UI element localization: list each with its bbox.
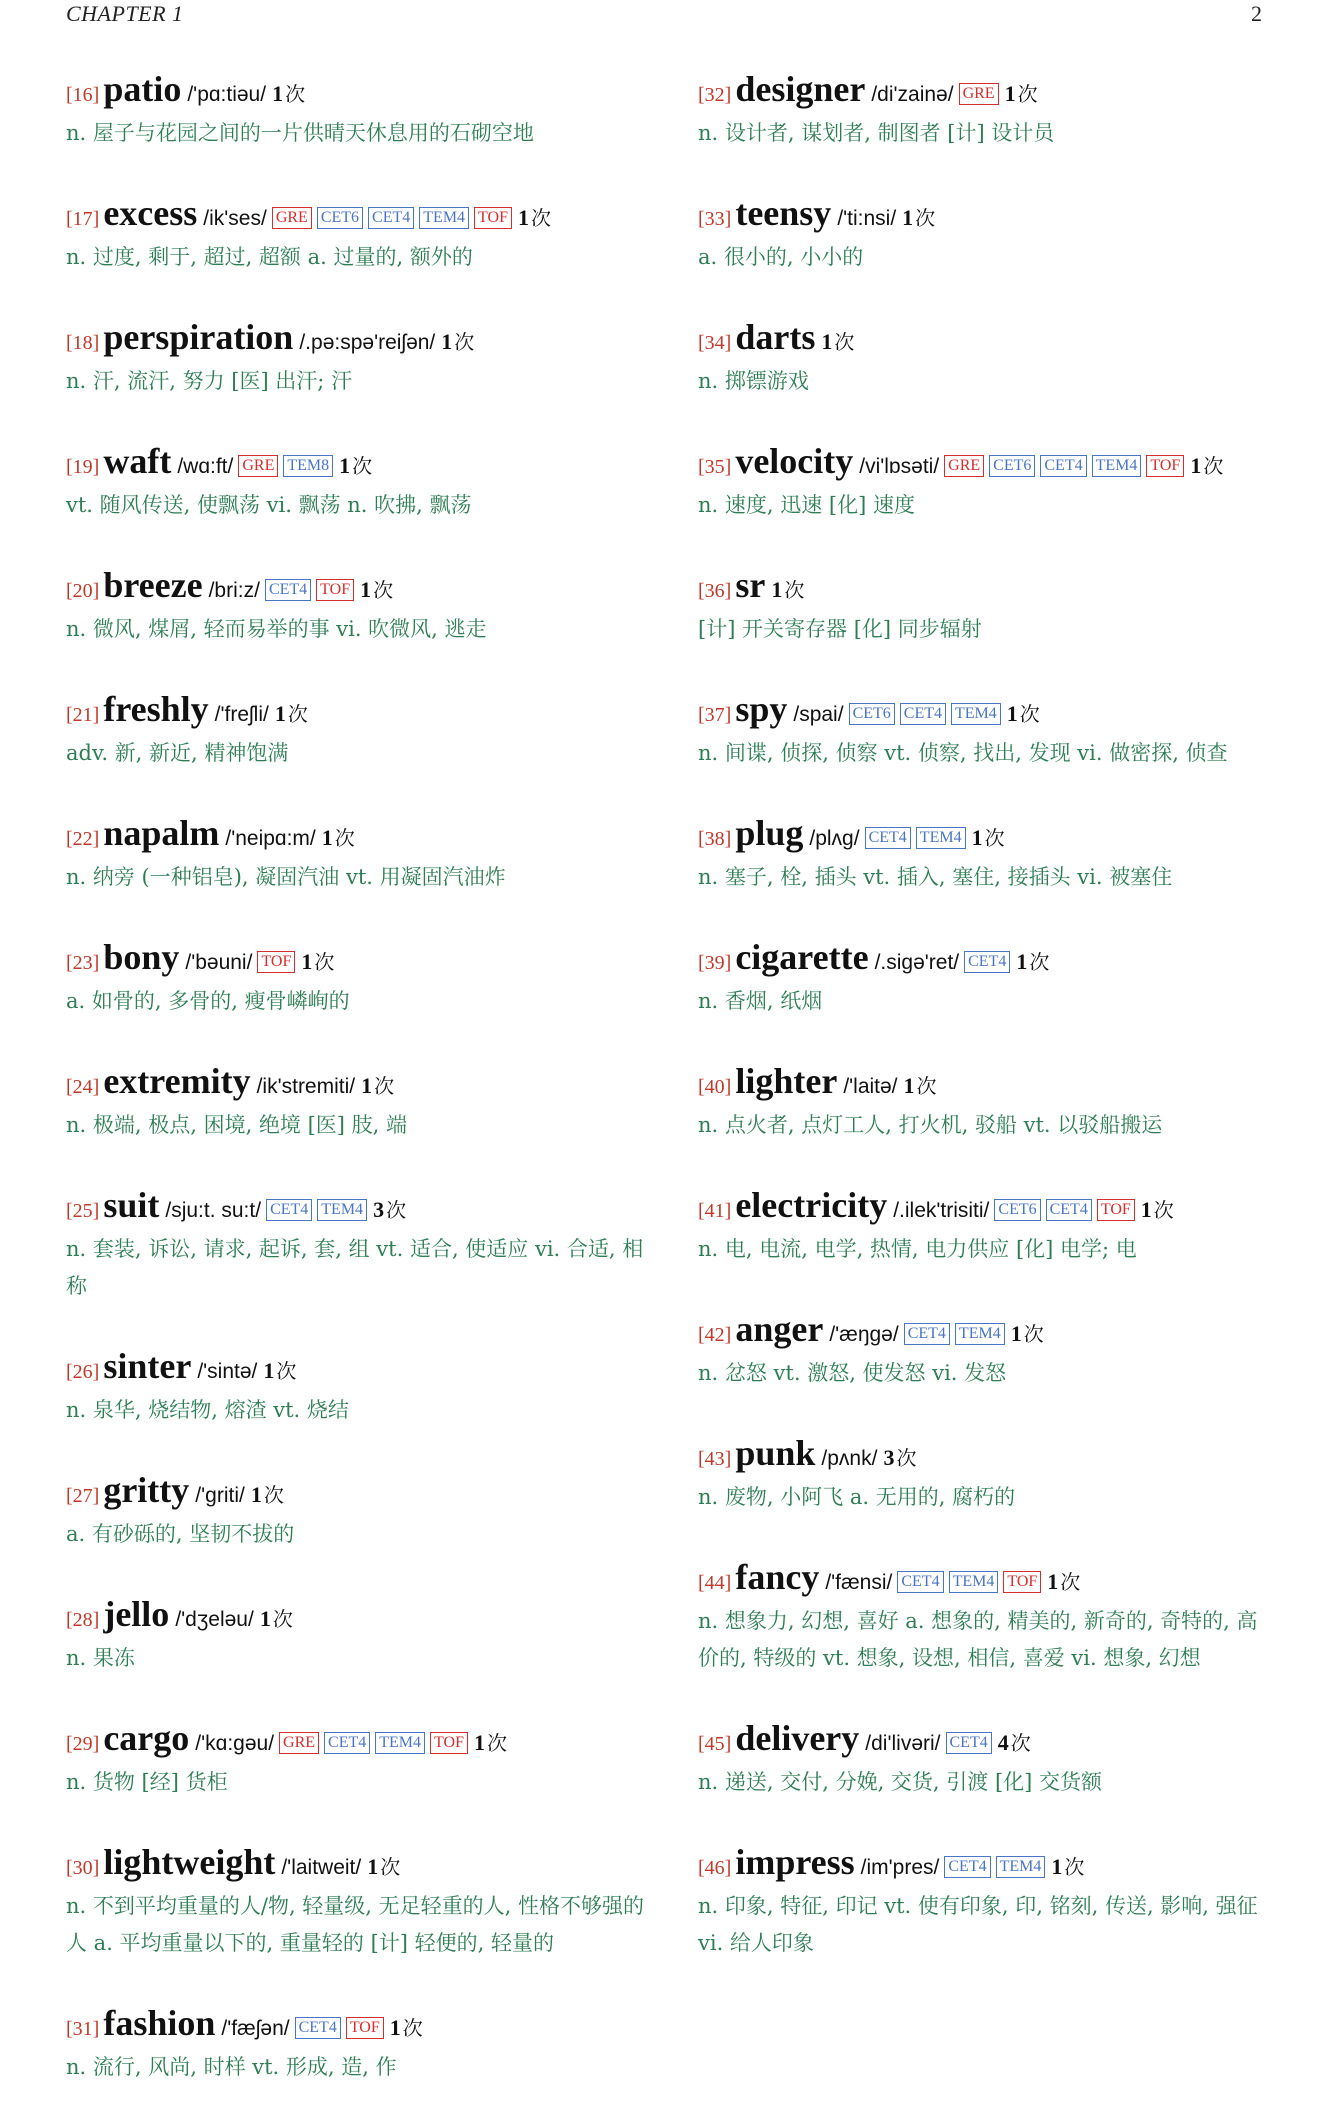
entry-word: punk	[735, 1433, 816, 1473]
entry-number: [41]	[698, 1200, 732, 1222]
vocab-entry	[66, 70, 646, 152]
exam-tag: TOF	[316, 579, 354, 601]
entry-number: [16]	[66, 84, 100, 106]
entry-number: [32]	[698, 84, 732, 106]
count-unit: 次	[834, 330, 855, 354]
occurrence-count: 1	[250, 1482, 262, 1507]
vocab-entry	[698, 1719, 1268, 1801]
vocab-entry	[698, 1558, 1268, 1677]
entry-phonetic: /sju:t. su:t/	[165, 1199, 262, 1222]
exam-tag: TEM4	[375, 1732, 425, 1754]
entry-number: [23]	[66, 952, 100, 974]
vocab-entry	[66, 318, 646, 400]
entry-number: [19]	[66, 456, 100, 478]
entry-number: [20]	[66, 580, 100, 602]
exam-tag: TEM4	[949, 1571, 999, 1593]
entry-definition: n. 掷镖游戏	[698, 369, 809, 393]
entry-word: darts	[735, 317, 816, 357]
entry-word: cargo	[103, 1718, 190, 1758]
page-number: 2	[1251, 1, 1262, 26]
entry-phonetic: /'freʃli/	[214, 703, 269, 726]
occurrence-count: 3	[883, 1445, 895, 1470]
vocab-entry	[698, 938, 1268, 1020]
count-unit: 次	[1019, 702, 1040, 726]
entry-number: [30]	[66, 1857, 100, 1879]
entry-word: delivery	[735, 1718, 860, 1758]
entry-number: [38]	[698, 828, 732, 850]
exam-tag: TEM4	[996, 1856, 1046, 1878]
exam-tag: CET4	[865, 827, 911, 849]
page-header	[66, 0, 1262, 28]
entry-definition: n. 塞子, 栓, 插头 vt. 插入, 塞住, 接插头 vi. 被塞住	[698, 865, 1173, 889]
entry-number: [35]	[698, 456, 732, 478]
entry-word: electricity	[735, 1185, 888, 1225]
entry-word: freshly	[103, 689, 209, 729]
entry-headline	[698, 194, 1268, 239]
entry-headline	[66, 442, 646, 487]
entry-word: suit	[103, 1185, 160, 1225]
entry-word: breeze	[103, 565, 203, 605]
entry-word: napalm	[103, 813, 220, 853]
entry-number: [25]	[66, 1200, 100, 1222]
occurrence-count: 1	[339, 453, 351, 478]
count-unit: 次	[373, 578, 394, 602]
count-unit: 次	[352, 454, 373, 478]
count-unit: 次	[1023, 1322, 1044, 1346]
exam-tag: CET4	[897, 1571, 943, 1593]
vocab-entry	[698, 70, 1268, 152]
entry-definition: n. 忿怒 vt. 激怒, 使发怒 vi. 发怒	[698, 1361, 1007, 1385]
entry-definition: n. 屋子与花园之间的一片供晴天休息用的石砌空地	[66, 121, 534, 145]
entry-headline	[698, 1434, 1268, 1479]
occurrence-count: 1	[1016, 949, 1028, 974]
count-unit: 次	[915, 206, 936, 230]
count-unit: 次	[1010, 1731, 1031, 1755]
entry-definition: n. 流行, 风尚, 时样 vt. 形成, 造, 作	[66, 2055, 397, 2079]
entry-headline	[66, 70, 646, 115]
entry-definition: n. 不到平均重量的人/物, 轻量级, 无足轻重的人, 性格不够强的人 a. 平均重量以下的, 重量轻的 [计] 轻便的, 轻量的	[66, 1894, 645, 1955]
entry-definition: n. 递送, 交付, 分娩, 交货, 引渡 [化] 交货额	[698, 1770, 1103, 1794]
exam-tag: TEM4	[916, 827, 966, 849]
occurrence-count: 1	[1190, 453, 1202, 478]
entry-headline	[66, 690, 646, 735]
entry-headline	[698, 938, 1268, 983]
entry-word: teensy	[735, 193, 832, 233]
entry-definition: n. 货物 [经] 货柜	[66, 1770, 228, 1794]
entry-number: [34]	[698, 332, 732, 354]
vocab-entry	[698, 1310, 1268, 1392]
entry-definition: n. 纳旁 (一种铝皂), 凝固汽油 vt. 用凝固汽油炸	[66, 865, 506, 889]
entry-word: cigarette	[735, 937, 869, 977]
entry-phonetic: /bri:z/	[208, 579, 260, 602]
entry-phonetic: /'laitə/	[843, 1075, 898, 1098]
entry-phonetic: /'neipɑ:m/	[225, 827, 316, 850]
entry-definition: n. 套装, 诉讼, 请求, 起诉, 套, 组 vt. 适合, 使适应 vi. 合适, 相称	[66, 1237, 644, 1298]
entry-number: [39]	[698, 952, 732, 974]
exam-tag: CET6	[989, 455, 1035, 477]
exam-tag: TEM4	[951, 703, 1001, 725]
exam-tag: CET4	[295, 2017, 341, 2039]
entry-phonetic: /'fænsi/	[825, 1571, 893, 1594]
entry-definition: n. 微风, 煤屑, 轻而易举的事 vi. 吹微风, 逃走	[66, 617, 487, 641]
vocab-entry	[66, 938, 646, 1020]
entry-headline	[698, 442, 1268, 487]
vocab-entry	[698, 318, 1268, 400]
entry-word: impress	[735, 1842, 855, 1882]
occurrence-count: 1	[360, 577, 372, 602]
entry-headline	[66, 1471, 646, 1516]
entry-word: spy	[735, 689, 788, 729]
occurrence-count: 1	[274, 701, 286, 726]
count-unit: 次	[402, 2016, 423, 2040]
entry-phonetic: /pʌnk/	[821, 1447, 878, 1470]
entry-headline	[66, 938, 646, 983]
entry-phonetic: /ik'ses/	[203, 207, 267, 230]
entry-definition: n. 电, 电流, 电学, 热情, 电力供应 [化] 电学; 电	[698, 1237, 1137, 1261]
entry-headline	[698, 1186, 1268, 1231]
exam-tag: CET4	[265, 579, 311, 601]
occurrence-count: 1	[821, 329, 833, 354]
entry-headline	[66, 1595, 646, 1640]
vocab-entry	[66, 2004, 646, 2086]
entry-headline	[66, 814, 646, 859]
vocab-entry	[698, 1843, 1268, 1962]
exam-tag: CET6	[317, 207, 363, 229]
count-unit: 次	[334, 826, 355, 850]
entry-definition: n. 泉华, 烧结物, 熔渣 vt. 烧结	[66, 1398, 349, 1422]
entry-definition: a. 有砂砾的, 坚韧不拔的	[66, 1522, 295, 1546]
vocab-entry	[698, 690, 1268, 772]
entry-number: [37]	[698, 704, 732, 726]
count-unit: 次	[896, 1446, 917, 1470]
entry-number: [17]	[66, 208, 100, 230]
exam-tag: GRE	[959, 83, 999, 105]
count-unit: 次	[386, 1198, 407, 1222]
entry-phonetic: /.pə:spə'reiʃən/	[299, 331, 436, 354]
count-unit: 次	[1060, 1570, 1081, 1594]
occurrence-count: 1	[771, 577, 783, 602]
entry-phonetic: /'kɑ:gəu/	[195, 1732, 275, 1755]
entry-number: [31]	[66, 2018, 100, 2040]
vocab-entry	[66, 1186, 646, 1305]
exam-tag: CET4	[944, 1856, 990, 1878]
entry-definition: n. 香烟, 纸烟	[698, 989, 823, 1013]
exam-tag: GRE	[272, 207, 312, 229]
entry-headline	[698, 566, 1268, 611]
vocab-entry	[698, 566, 1268, 648]
entry-headline	[66, 1186, 646, 1231]
left-column	[66, 70, 646, 2128]
entry-number: [44]	[698, 1572, 732, 1594]
exam-tag: TOF	[430, 1732, 468, 1754]
exam-tag: CET4	[266, 1199, 312, 1221]
entry-number: [21]	[66, 704, 100, 726]
entry-phonetic: /plʌg/	[809, 827, 860, 850]
entry-phonetic: /di'livəri/	[865, 1732, 941, 1755]
entry-word: sr	[735, 565, 766, 605]
occurrence-count: 1	[361, 1073, 373, 1098]
entry-word: jello	[103, 1594, 170, 1634]
occurrence-count: 1	[321, 825, 333, 850]
entry-phonetic: /'ti:nsi/	[837, 207, 897, 230]
entry-number: [40]	[698, 1076, 732, 1098]
count-unit: 次	[263, 1483, 284, 1507]
entry-phonetic: /.sigə'ret/	[874, 951, 960, 974]
occurrence-count: 1	[903, 1073, 915, 1098]
entry-phonetic: /'fæʃən/	[221, 2017, 290, 2040]
entry-headline	[66, 1843, 646, 1888]
entry-number: [36]	[698, 580, 732, 602]
entry-number: [28]	[66, 1609, 100, 1631]
entry-definition: n. 点火者, 点灯工人, 打火机, 驳船 vt. 以驳船搬运	[698, 1113, 1163, 1137]
chapter-title: CHAPTER 1	[66, 1, 184, 26]
exam-tag: TEM4	[955, 1323, 1005, 1345]
count-unit: 次	[486, 1731, 507, 1755]
entry-number: [46]	[698, 1857, 732, 1879]
count-unit: 次	[276, 1359, 297, 1383]
entry-phonetic: /'æŋgə/	[829, 1323, 899, 1346]
entry-definition: n. 想象力, 幻想, 喜好 a. 想象的, 精美的, 新奇的, 奇特的, 高价的, 特级的 vt. 想象, 设想, 相信, 喜爱 vi. 想象, 幻想	[698, 1609, 1258, 1670]
entry-word: gritty	[103, 1470, 190, 1510]
entry-phonetic: /'dʒeləu/	[175, 1608, 254, 1631]
entry-definition: n. 印象, 特征, 印记 vt. 使有印象, 印, 铭刻, 传送, 影响, 强征 vi. 给人印象	[698, 1894, 1258, 1955]
vocab-entry	[66, 690, 646, 772]
vocab-entry	[66, 1719, 646, 1801]
count-unit: 次	[272, 1607, 293, 1631]
exam-tag: TEM4	[419, 207, 469, 229]
occurrence-count: 1	[971, 825, 983, 850]
entry-headline	[698, 1843, 1268, 1888]
entry-definition: vt. 随风传送, 使飘荡 vi. 飘荡 n. 吹拂, 飘荡	[66, 493, 472, 517]
exam-tag: CET4	[368, 207, 414, 229]
entry-definition: n. 间谍, 侦探, 侦察 vt. 侦察, 找出, 发现 vi. 做密探, 侦查	[698, 741, 1228, 765]
entry-phonetic: /di'zainə/	[871, 83, 954, 106]
count-unit: 次	[784, 578, 805, 602]
count-unit: 次	[1017, 82, 1038, 106]
entry-word: lightweight	[103, 1842, 276, 1882]
exam-tag: CET4	[1040, 455, 1086, 477]
count-unit: 次	[1203, 454, 1224, 478]
entry-word: anger	[735, 1309, 824, 1349]
exam-tag: GRE	[944, 455, 984, 477]
entry-definition: n. 过度, 剩于, 超过, 超额 a. 过量的, 额外的	[66, 245, 473, 269]
entry-number: [42]	[698, 1324, 732, 1346]
entry-number: [24]	[66, 1076, 100, 1098]
occurrence-count: 1	[1004, 81, 1016, 106]
exam-tag: GRE	[279, 1732, 319, 1754]
entry-phonetic: /.ilek'trisiti/	[893, 1199, 990, 1222]
occurrence-count: 1	[473, 1730, 485, 1755]
entry-phonetic: /ik'stremiti/	[256, 1075, 356, 1098]
entry-word: bony	[103, 937, 180, 977]
entry-phonetic: /'sintə/	[197, 1360, 258, 1383]
entry-phonetic: /im'pres/	[860, 1856, 940, 1879]
entry-definition: n. 汗, 流汗, 努力 [医] 出汗; 汗	[66, 369, 353, 393]
exam-tag: TOF	[257, 951, 295, 973]
vocab-entry	[698, 814, 1268, 896]
entry-headline	[66, 2004, 646, 2049]
entry-phonetic: /wɑ:ft/	[177, 455, 234, 478]
entry-word: designer	[735, 69, 866, 109]
entry-definition: n. 设计者, 谋划者, 制图者 [计] 设计员	[698, 121, 1055, 145]
exam-tag: CET4	[964, 951, 1010, 973]
entry-headline	[66, 1062, 646, 1107]
exam-tag: TOF	[346, 2017, 384, 2039]
vocab-entry	[66, 1471, 646, 1553]
entry-number: [22]	[66, 828, 100, 850]
entry-headline	[698, 70, 1268, 115]
occurrence-count: 1	[259, 1606, 271, 1631]
entry-phonetic: /'griti/	[195, 1484, 245, 1507]
entry-phonetic: /'bəuni/	[185, 951, 253, 974]
vocab-entry	[66, 442, 646, 524]
entry-word: plug	[735, 813, 804, 853]
occurrence-count: 1	[1140, 1197, 1152, 1222]
exam-tag: GRE	[238, 455, 278, 477]
entry-number: [33]	[698, 208, 732, 230]
occurrence-count: 3	[373, 1197, 385, 1222]
entry-word: perspiration	[103, 317, 294, 357]
count-unit: 次	[374, 1074, 395, 1098]
entry-number: [27]	[66, 1485, 100, 1507]
entry-number: [43]	[698, 1448, 732, 1470]
entry-definition: n. 速度, 迅速 [化] 速度	[698, 493, 915, 517]
entry-number: [29]	[66, 1733, 100, 1755]
entry-word: lighter	[735, 1061, 838, 1101]
occurrence-count: 1	[1010, 1321, 1022, 1346]
count-unit: 次	[380, 1855, 401, 1879]
count-unit: 次	[1064, 1855, 1085, 1879]
occurrence-count: 1	[367, 1854, 379, 1879]
exam-tag: CET4	[324, 1732, 370, 1754]
entry-definition: adv. 新, 新近, 精神饱满	[66, 741, 289, 765]
count-unit: 次	[1029, 950, 1050, 974]
vocab-entry	[698, 442, 1268, 524]
entry-definition: a. 很小的, 小小的	[698, 245, 864, 269]
vocab-entry	[66, 566, 646, 648]
entry-headline	[698, 318, 1268, 363]
entry-word: fancy	[735, 1557, 820, 1597]
entry-word: fashion	[103, 2003, 216, 2043]
entry-phonetic: /vi'lɒsəti/	[859, 455, 940, 478]
exam-tag: TOF	[1146, 455, 1184, 477]
count-unit: 次	[530, 206, 551, 230]
occurrence-count: 1	[263, 1358, 275, 1383]
entry-headline	[698, 1310, 1268, 1355]
vocab-entry	[698, 194, 1268, 276]
vocab-entry	[66, 194, 646, 276]
entry-headline	[66, 194, 646, 239]
exam-tag: TEM4	[1092, 455, 1142, 477]
entry-word: velocity	[735, 441, 854, 481]
occurrence-count: 1	[1051, 1854, 1063, 1879]
entry-number: [26]	[66, 1361, 100, 1383]
exam-tag: CET6	[849, 703, 895, 725]
count-unit: 次	[454, 330, 475, 354]
entry-definition: n. 极端, 极点, 困境, 绝境 [医] 肢, 端	[66, 1113, 408, 1137]
count-unit: 次	[984, 826, 1005, 850]
count-unit: 次	[916, 1074, 937, 1098]
entry-headline	[66, 1719, 646, 1764]
entry-definition: a. 如骨的, 多骨的, 瘦骨嶙峋的	[66, 989, 350, 1013]
exam-tag: TEM4	[317, 1199, 367, 1221]
entry-number: [18]	[66, 332, 100, 354]
vocab-entry	[66, 1347, 646, 1429]
count-unit: 次	[285, 82, 306, 106]
vocab-entry	[698, 1062, 1268, 1144]
entry-number: [45]	[698, 1733, 732, 1755]
count-unit: 次	[314, 950, 335, 974]
entry-word: sinter	[103, 1346, 192, 1386]
entry-headline	[698, 1062, 1268, 1107]
entry-headline	[66, 318, 646, 363]
occurrence-count: 1	[1006, 701, 1018, 726]
entry-word: excess	[103, 193, 198, 233]
count-unit: 次	[287, 702, 308, 726]
entry-headline	[66, 566, 646, 611]
entry-word: patio	[103, 69, 182, 109]
occurrence-count: 1	[389, 2015, 401, 2040]
entry-phonetic: /spai/	[793, 703, 844, 726]
entry-word: waft	[103, 441, 172, 481]
vocab-entry	[66, 814, 646, 896]
exam-tag: TOF	[1003, 1571, 1041, 1593]
occurrence-count: 1	[1047, 1569, 1059, 1594]
occurrence-count: 1	[301, 949, 313, 974]
entry-phonetic: /'pɑ:tiəu/	[187, 83, 267, 106]
exam-tag: TOF	[474, 207, 512, 229]
exam-tag: TEM8	[283, 455, 333, 477]
exam-tag: CET4	[1046, 1199, 1092, 1221]
entry-headline	[698, 1558, 1268, 1603]
occurrence-count: 1	[272, 81, 284, 106]
vocab-entry	[66, 1062, 646, 1144]
vocab-entry	[698, 1186, 1268, 1268]
entry-definition: n. 果冻	[66, 1646, 135, 1670]
exam-tag: CET4	[904, 1323, 950, 1345]
count-unit: 次	[1153, 1198, 1174, 1222]
occurrence-count: 4	[997, 1730, 1009, 1755]
entry-headline	[698, 690, 1268, 735]
exam-tag: CET4	[900, 703, 946, 725]
entry-headline	[66, 1347, 646, 1392]
vocab-entry	[66, 1843, 646, 1962]
entry-headline	[698, 814, 1268, 859]
entry-definition: n. 废物, 小阿飞 a. 无用的, 腐朽的	[698, 1485, 1016, 1509]
occurrence-count: 1	[517, 205, 529, 230]
exam-tag: CET4	[946, 1732, 992, 1754]
right-column	[698, 70, 1268, 2004]
occurrence-count: 1	[441, 329, 453, 354]
entry-word: extremity	[103, 1061, 251, 1101]
entry-headline	[698, 1719, 1268, 1764]
exam-tag: CET6	[994, 1199, 1040, 1221]
vocab-entry	[698, 1434, 1268, 1516]
entry-definition: [计] 开关寄存器 [化] 同步辐射	[698, 617, 982, 641]
entry-phonetic: /'laitweit/	[281, 1856, 362, 1879]
vocab-entry	[66, 1595, 646, 1677]
occurrence-count: 1	[902, 205, 914, 230]
exam-tag: TOF	[1097, 1199, 1135, 1221]
